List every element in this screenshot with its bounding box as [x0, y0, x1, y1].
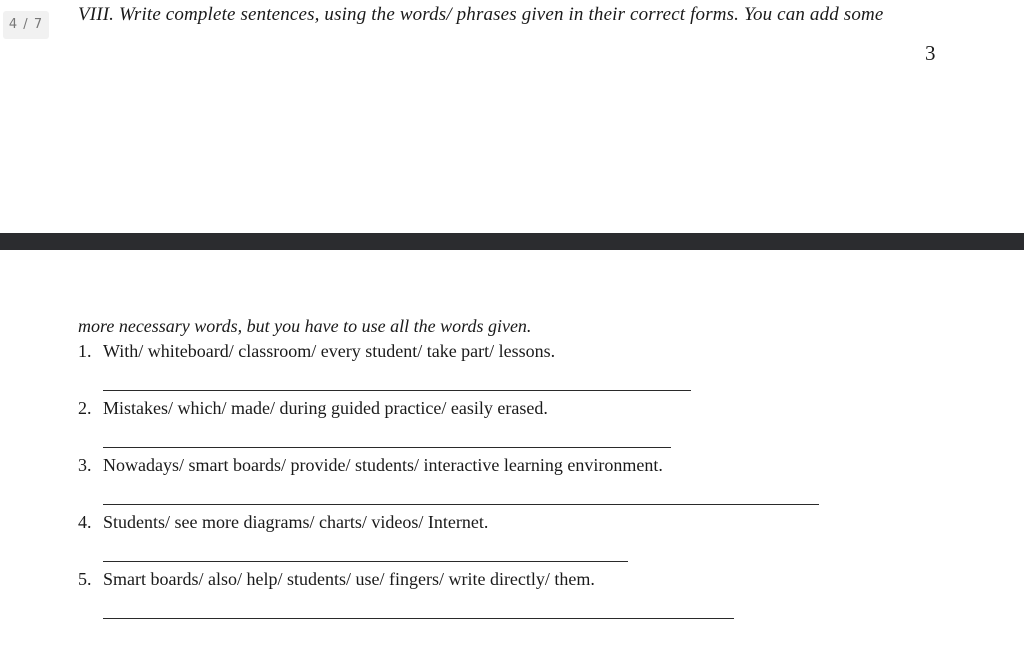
- item-prompt: With/ whiteboard/ classroom/ every student/ take part/ lessons.: [103, 341, 556, 361]
- page-divider: [0, 233, 1024, 250]
- item-prompt: Mistakes/ which/ made/ during guided practice/ easily erased.: [103, 398, 548, 418]
- item-number: 4.: [78, 512, 92, 532]
- item-number: 3.: [78, 455, 92, 475]
- page-number: 3: [925, 41, 936, 65]
- item-prompt: Smart boards/ also/ help/ students/ use/ fingers/ write directly/ them.: [103, 569, 595, 589]
- item-number: 2.: [78, 398, 92, 418]
- answer-line: [103, 561, 628, 562]
- item-number: 5.: [78, 569, 92, 589]
- exercise-instruction-line-2: more necessary words, but you have to use all the words given.: [78, 316, 532, 336]
- answer-line: [103, 390, 691, 391]
- item-number: 1.: [78, 341, 92, 361]
- answer-line: [103, 447, 671, 448]
- page-indicator-badge: 4 / 7: [3, 11, 49, 39]
- exercise-instruction-line-1: VIII. Write complete sentences, using the words/ phrases given in their correct forms. You can add some: [78, 4, 884, 25]
- answer-line: [103, 618, 734, 619]
- answer-line: [103, 504, 819, 505]
- item-prompt: Students/ see more diagrams/ charts/ videos/ Internet.: [103, 512, 489, 532]
- item-prompt: Nowadays/ smart boards/ provide/ students/ interactive learning environment.: [103, 455, 663, 475]
